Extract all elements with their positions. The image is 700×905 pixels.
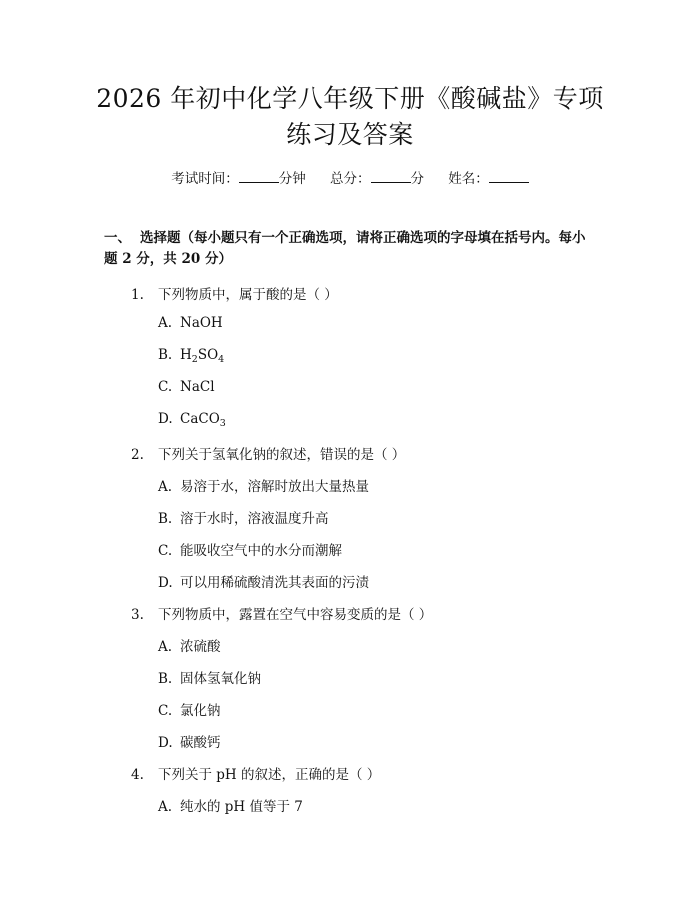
question-4 <box>131 763 380 783</box>
question-3-option-c <box>158 699 221 719</box>
option-letter: B. <box>158 511 173 527</box>
option-text: NaCl <box>180 379 215 395</box>
question-text: 下列关于氢氧化钠的叙述，错误的是（ ） <box>158 447 406 463</box>
question-text: 下列物质中，属于酸的是（ ） <box>158 287 338 303</box>
document-title-line-2: 练习及答案 <box>286 120 414 149</box>
option-letter: A. <box>158 315 173 331</box>
section-instructions-line-2: 题 2 分，共 20 分） <box>104 251 232 267</box>
section-number: 一、 <box>104 230 131 246</box>
question-2-option-d <box>158 571 369 591</box>
question-3 <box>131 603 432 623</box>
option-text: 可以用稀硫酸清洗其表面的污渍 <box>180 575 369 591</box>
formula-subscript: 4 <box>218 354 225 365</box>
option-letter: A. <box>158 479 173 495</box>
option-letter: C. <box>158 703 173 719</box>
option-text: 碳酸钙 <box>180 735 221 751</box>
question-3-option-d <box>158 731 221 751</box>
option-letter: C. <box>158 379 173 395</box>
question-1 <box>131 283 338 303</box>
student-name-label: 姓名： <box>448 171 489 187</box>
document-title-line-1: 2026 年初中化学八年级下册《酸碱盐》专项 <box>96 84 604 113</box>
option-text: 能吸收空气中的水分而潮解 <box>180 543 342 559</box>
exam-info-row <box>0 167 700 187</box>
formula-subscript: 2 <box>191 354 198 365</box>
formula-part: SO <box>197 347 219 363</box>
formula-part: H <box>180 347 192 363</box>
option-letter: D. <box>158 575 173 591</box>
total-score-unit: 分 <box>410 171 424 187</box>
total-score-blank <box>371 170 411 183</box>
section-heading-continued <box>104 247 604 272</box>
question-number: 1. <box>131 287 144 303</box>
question-1-option-d <box>158 411 226 427</box>
option-letter: B. <box>158 671 173 687</box>
option-text: NaOH <box>180 315 223 331</box>
question-number: 3. <box>131 607 144 623</box>
question-1-option-b <box>158 347 224 363</box>
question-2-option-a <box>158 475 369 495</box>
option-letter: D. <box>158 411 173 427</box>
exam-time-label: 考试时间： <box>171 171 239 187</box>
option-text: 氯化钠 <box>180 703 221 719</box>
option-letter: C. <box>158 543 173 559</box>
option-text: 固体氢氧化钠 <box>180 671 261 687</box>
question-1-option-c <box>158 379 215 395</box>
exam-time-blank <box>239 170 279 183</box>
option-text: 易溶于水，溶解时放出大量热量 <box>180 479 369 495</box>
formula-subscript: 3 <box>219 418 226 429</box>
exam-time-field <box>171 171 310 187</box>
option-letter: A. <box>158 799 173 815</box>
exam-time-unit: 分钟 <box>278 171 306 187</box>
option-letter: D. <box>158 735 173 751</box>
section-instructions-line-1: 选择题（每小题只有一个正确选项，请将正确选项的字母填在括号内。每小 <box>140 230 586 246</box>
question-3-option-a <box>158 635 221 655</box>
question-1-option-a <box>158 315 223 331</box>
option-text: 溶于水时，溶液温度升高 <box>180 511 329 527</box>
student-name-field <box>448 171 529 187</box>
question-2-option-c <box>158 539 342 559</box>
option-letter: A. <box>158 639 173 655</box>
total-score-field <box>330 171 428 187</box>
option-letter: B. <box>158 347 173 363</box>
option-text: 纯水的 pH 值等于 7 <box>180 799 303 815</box>
formula-part: CaCO <box>180 411 220 427</box>
question-2-option-b <box>158 507 329 527</box>
question-number: 2. <box>131 447 144 463</box>
question-4-option-a <box>158 795 303 815</box>
question-text: 下列物质中，露置在空气中容易变质的是（ ） <box>158 607 433 623</box>
question-number: 4. <box>131 767 144 783</box>
option-text: 浓硫酸 <box>180 639 221 655</box>
question-2 <box>131 443 405 463</box>
student-name-blank <box>489 170 529 183</box>
total-score-label: 总分： <box>330 171 371 187</box>
question-text: 下列关于 pH 的叙述，正确的是（ ） <box>158 767 381 783</box>
question-3-option-b <box>158 667 261 687</box>
